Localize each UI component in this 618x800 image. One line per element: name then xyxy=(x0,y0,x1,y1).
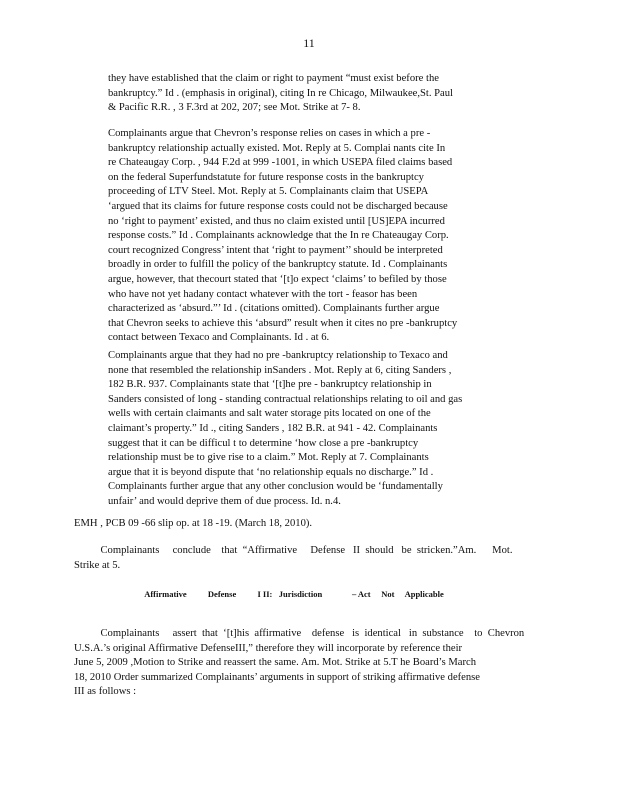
text-line: III as follows : xyxy=(74,686,137,698)
text-line: & Pacific R.R. , 3 F.3rd at 202, 207; see Mot. Strike at 7- 8. xyxy=(108,102,361,114)
text-line: argue, however, that thecourt stated that ‘[t]o expect ‘claims’ to befiled by those xyxy=(108,273,447,285)
paragraph-1 xyxy=(108,72,512,116)
text-line: characterized as ‘absurd.”’ Id . (citations omitted). Complainants further argue xyxy=(108,303,440,315)
text-line: wells with certain claimants and salt water storage pits located on one of the xyxy=(108,408,431,420)
paragraph-4 xyxy=(74,627,525,700)
paragraph-3 xyxy=(108,349,512,510)
section-heading: Affirmative Defense I II: Jurisdiction – Act Not Applicable xyxy=(144,589,444,599)
text-line: Complainants argue that Chevron’s response relies on cases in which a pre - xyxy=(108,128,431,139)
text-line: court recognized Congress’ intent that ‘right to payment’’ should be interpreted xyxy=(108,244,443,256)
text-line: Complainants assert that ‘[t]his affirmative defense is identical in substance to Chevron xyxy=(74,628,525,639)
text-line: none that resembled the relationship inSanders . Mot. Reply at 6, citing Sanders , xyxy=(108,364,452,376)
text-line: on the federal Superfundstatute for future response costs in the bankruptcy xyxy=(108,171,424,183)
text-line: Complainants argue that they had no pre -bankruptcy relationship to Texaco and xyxy=(108,350,448,361)
text-line: Sanders consisted of long - standing contractual relationships relating to oil and gas xyxy=(108,393,463,405)
text-line: suggest that it can be difficul t to determine ‘how close a pre -bankruptcy xyxy=(108,437,419,449)
conclusion-paragraph xyxy=(74,544,514,573)
text-line: U.S.A.’s original Affirmative DefenseIII,” therefore they will incorporate by reference their xyxy=(74,642,463,654)
text-line: ‘argued that its claims for future response costs could not be discharged because xyxy=(108,200,448,212)
text-line: response costs.” Id . Complainants acknowledge that the In re Chateaugay Corp. xyxy=(108,230,449,242)
text-line: Strike at 5. xyxy=(74,559,121,571)
text-line: no ‘right to payment’ existed, and thus no claim existed until [US]EPA incurred xyxy=(108,215,445,227)
text-line: re Chateaugay Corp. , 944 F.2d at 999 -1001, in which USEPA filed claims based xyxy=(108,157,453,169)
text-line: contact between Texaco and Complainants. Id . at 6. xyxy=(108,332,330,344)
text-line: June 5, 2009 ,Motion to Strike and reassert the same. Am. Mot. Strike at 5.T he Board’s March xyxy=(74,657,477,669)
citation-line xyxy=(74,517,514,532)
text-line: Complainants further argue that any other conclusion would be ‘fundamentally xyxy=(108,481,443,493)
text-line: bankruptcy.” Id . (emphasis in original), citing In re Chicago, Milwaukee,St. Paul xyxy=(108,87,453,99)
text-line: relationship must be to give rise to a claim.” Mot. Reply at 7. Complainants xyxy=(108,452,429,464)
text-line: bankruptcy relationship actually existed. Mot. Reply at 5. Complai nants cite In xyxy=(108,142,446,154)
page-number: 11 xyxy=(303,36,315,50)
paragraph-2 xyxy=(108,127,512,346)
text-line: broadly in order to fulfill the policy of the bankruptcy statute. Id . Complainants xyxy=(108,259,448,271)
text-line: claimant’s property.” Id ., citing Sanders , 182 B.R. at 941 - 42. Complainants xyxy=(108,422,438,434)
text-line: that Chevron seeks to achieve this ‘absurd” result when it cites no pre -bankruptcy xyxy=(108,317,458,329)
text-line: 18, 2010 Order summarized Complainants’ arguments in support of striking affirmative defense xyxy=(74,671,481,683)
text-line: argue that it is beyond dispute that ‘no relationship equals no discharge.” Id . xyxy=(108,466,434,478)
text-line: 182 B.R. 937. Complainants state that ‘[t]he pre - bankruptcy relationship in xyxy=(108,379,432,391)
text-line: EMH , PCB 09 -66 slip op. at 18 -19. (March 18, 2010). xyxy=(74,518,313,529)
text-line: Complainants conclude that “Affirmative Defense II should be stricken.”Am. Mot. xyxy=(74,545,513,556)
text-line: who have not yet hadany contact whatever with the tort - feasor has been xyxy=(108,288,418,300)
text-line: they have established that the claim or right to payment “must exist before the xyxy=(108,73,439,84)
text-line: proceeding of LTV Steel. Mot. Reply at 5. Complainants claim that USEPA xyxy=(108,186,429,198)
text-line: unfair’ and would deprive them of due process. Id. n.4. xyxy=(108,495,341,507)
